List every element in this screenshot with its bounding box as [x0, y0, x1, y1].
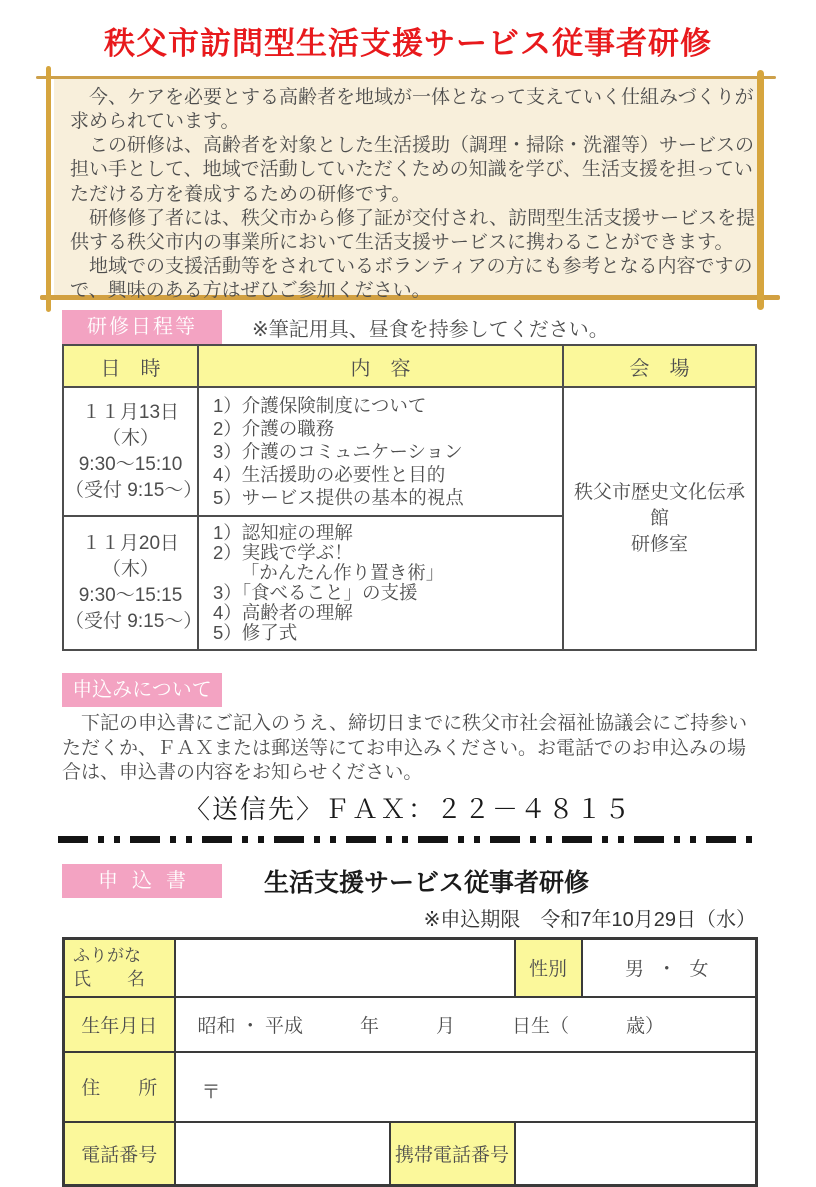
field-label-gender: 性別 — [515, 939, 582, 997]
venue-name: 秩父市歴史文化伝承館 — [573, 481, 745, 529]
content-item: 2）介護の職務 — [213, 418, 335, 439]
section-label-form: 申込書 — [62, 864, 222, 898]
intro-paragraph: 地域での支援活動等をされているボランティアの方にも参考となる内容ですので、興味のある方はぜひご参加ください。 — [70, 255, 753, 301]
content-item: 3）介護のコミュニケーション — [213, 441, 463, 462]
birthdate-options: 昭和 ・ 平成 年 月 日生（ 歳） — [175, 997, 757, 1052]
field-label-address: 住 所 — [64, 1052, 175, 1122]
session1-reception: （受付 9:15～） — [65, 479, 203, 501]
field-label-mobile: 携帯電話番号 — [390, 1122, 515, 1186]
furigana-label: ふりがな — [73, 945, 141, 965]
schedule-header-row — [63, 345, 756, 387]
datetime-cell — [63, 516, 203, 650]
content-item: 5）修了式 — [213, 622, 298, 643]
field-label-phone: 電話番号 — [64, 1122, 175, 1186]
content-item: 1）認知症の理解 — [213, 522, 353, 543]
deadline-note: ※申込期限 令和7年10月29日（水） — [423, 909, 756, 932]
col-header-contents: 内 容 — [198, 345, 563, 387]
contents-cell — [198, 516, 563, 650]
phone-input-area — [175, 1122, 390, 1186]
intro-paragraph: この研修は、高齢者を対象とした生活援助（調理・掃除・洗濯等）サービスの担い手として、地域で活動していただくための知識を学び、生活支援を担っていただける方を養成するための研修です。 — [70, 135, 755, 205]
schedule-table — [62, 344, 757, 651]
session2-time: 9:30～15:15 — [78, 585, 183, 606]
session2-reception: （受付 9:15～） — [65, 611, 203, 632]
contents-cell — [198, 387, 563, 516]
content-item: 「かんたん作り置き術」 — [213, 562, 445, 583]
name-input-area — [175, 939, 515, 997]
content-item: 4）生活援助の必要性と目的 — [213, 464, 446, 485]
application-section-header — [62, 673, 816, 707]
flyer-page — [0, 24, 816, 1169]
intro-text — [70, 86, 756, 303]
form-row-birthdate — [64, 997, 757, 1052]
venue-cell — [563, 387, 756, 650]
schedule-row-1 — [63, 387, 756, 516]
session2-date: １１月20日（木） — [81, 533, 180, 580]
application-text: 下記の申込書にご記入のうえ、締切日までに秩父市社会福祉協議会にご持参いただくか、ＦＡＸまたは郵送等にてお申込みください。お電話でのお申込みの場合は、申込書の内容をお知らせください。 — [62, 713, 748, 784]
postal-mark: 〒 — [201, 1082, 221, 1104]
field-label-furigana-name — [64, 939, 175, 997]
content-item: 1）介護保険制度について — [213, 395, 427, 416]
gender-options: 男 ・ 女 — [582, 939, 757, 997]
session1-date: １１月13日（木） — [81, 401, 180, 449]
intro-paragraph: 今、ケアを必要とする高齢者を地域が一体となって支えていく仕組みづくりが求められています。 — [70, 87, 754, 133]
session1-time: 9:30～15:10 — [78, 453, 183, 475]
page-title: 秩父市訪問型生活支援サービス従事者研修 — [104, 26, 712, 61]
datetime-cell — [63, 387, 203, 516]
content-item: 5）サービス提供の基本的視点 — [213, 487, 464, 508]
address-input-area — [175, 1052, 757, 1122]
form-row-address — [64, 1052, 757, 1122]
col-header-venue: 会 場 — [563, 345, 756, 387]
content-item: 4）高齢者の理解 — [213, 602, 353, 623]
section-label-application: 申込みについて — [62, 673, 222, 707]
schedule-note: ※筆記用具、昼食を持参してください。 — [252, 318, 609, 341]
intro-border-top — [36, 76, 776, 79]
col-header-datetime: 日 時 — [63, 345, 198, 387]
schedule-section-header — [62, 310, 816, 344]
name-label: 氏 名 — [73, 968, 145, 989]
form-title: 生活支援サービス従事者研修 — [264, 869, 590, 898]
intro-border-right — [757, 70, 764, 310]
mobile-input-area — [515, 1122, 757, 1186]
intro-box — [0, 76, 816, 300]
application-form-table — [62, 937, 758, 1187]
section-label-schedule: 研修日程等 — [62, 310, 222, 344]
fax-line: 〈送信先〉ＦＡＸ：２２－４８１５ — [183, 794, 632, 825]
form-section-header — [62, 863, 816, 899]
form-row-name — [64, 939, 757, 997]
intro-border-left — [46, 66, 51, 312]
content-item: 3）「食べること」の支援 — [213, 582, 418, 603]
form-row-phone — [64, 1122, 757, 1186]
venue-room: 研修室 — [630, 533, 688, 555]
field-label-birthdate: 生年月日 — [64, 997, 175, 1052]
dashed-divider — [58, 836, 760, 843]
content-item: 2）実践で学ぶ！ — [213, 542, 353, 563]
intro-paragraph: 研修修了者には、秩父市から修了証が交付され、訪問型生活支援サービスを提供する秩父市内の事業所において生活支援サービスに携わることができます。 — [70, 207, 756, 253]
